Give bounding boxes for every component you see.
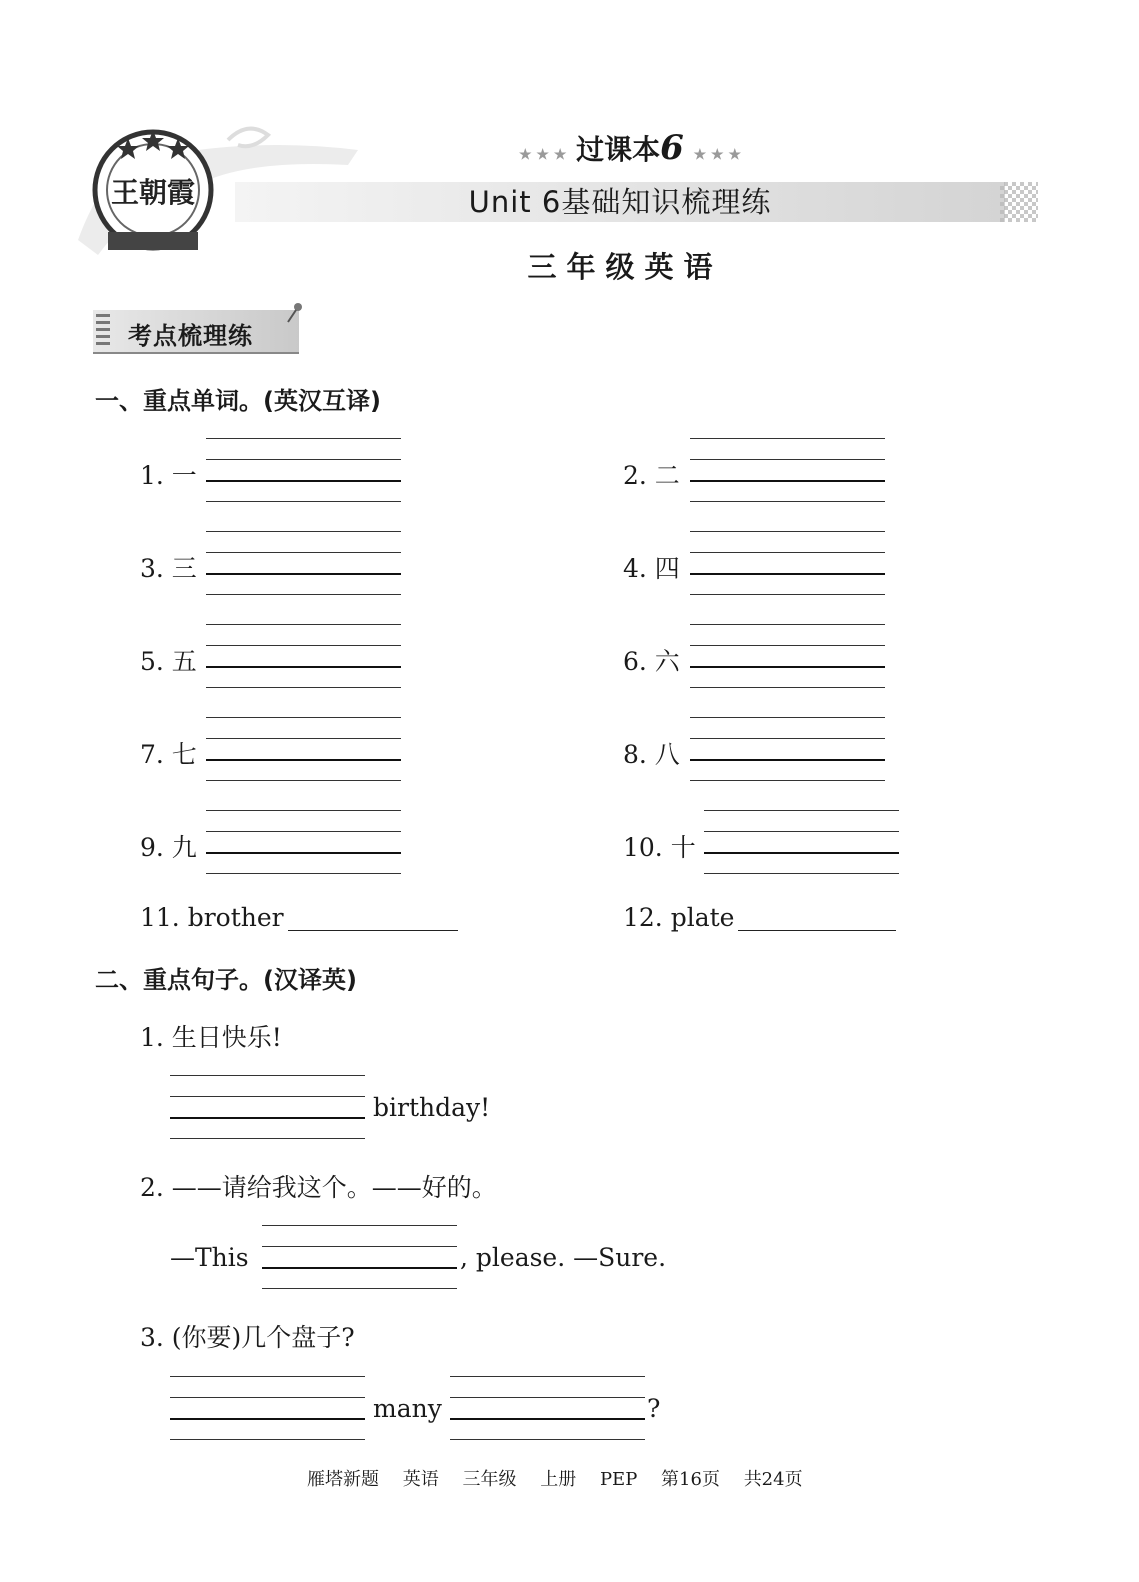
word-item-10-answer[interactable] bbox=[704, 810, 899, 811]
footer-edition: PEP bbox=[599, 1469, 638, 1490]
word-item-5-label: 5. 五 bbox=[140, 647, 197, 676]
footer-volume: 上册 bbox=[540, 1469, 577, 1490]
footer-page: 第16页 bbox=[661, 1469, 720, 1490]
word-item-10-label: 10. 十 bbox=[623, 833, 696, 862]
word-item-11-answer[interactable] bbox=[288, 930, 458, 931]
word-item-6-label: 6. 六 bbox=[623, 647, 680, 676]
word-item-2-answer[interactable] bbox=[690, 438, 885, 439]
footer-grade: 三年级 bbox=[462, 1469, 517, 1490]
word-item-4-answer[interactable] bbox=[690, 531, 885, 532]
part1-heading: 一、重点单词。(英汉互译) bbox=[95, 387, 381, 415]
section-tab-label: 考点梳理练 bbox=[128, 321, 253, 350]
word-item-8-answer[interactable] bbox=[690, 717, 885, 718]
sentence-1-prompt: 1. 生日快乐! bbox=[140, 1023, 282, 1052]
word-item-3-label: 3. 三 bbox=[140, 554, 197, 583]
word-item-7-answer[interactable] bbox=[206, 717, 401, 718]
sentence-3-middle: many bbox=[373, 1394, 442, 1423]
sentence-3-answer-a[interactable] bbox=[170, 1376, 365, 1377]
word-item-1-label: 1. 一 bbox=[140, 461, 197, 490]
page-subtitle: 三年级英语 bbox=[527, 250, 723, 284]
sentence-3-prompt: 3. (你要)几个盘子? bbox=[140, 1323, 355, 1352]
word-item-2-label: 2. 二 bbox=[623, 461, 680, 490]
pin-icon bbox=[284, 300, 308, 324]
tab-dots-decoration bbox=[96, 314, 110, 348]
sentence-2-answer[interactable] bbox=[262, 1225, 457, 1226]
footer-subject: 英语 bbox=[402, 1469, 439, 1490]
word-item-8-label: 8. 八 bbox=[623, 740, 680, 769]
banner-checker-decoration bbox=[1000, 182, 1038, 222]
word-item-4-label: 4. 四 bbox=[623, 554, 680, 583]
sentence-1-suffix: birthday! bbox=[373, 1093, 491, 1122]
sentence-2-suffix: , please. —Sure. bbox=[460, 1243, 667, 1272]
word-item-12-answer[interactable] bbox=[738, 930, 896, 931]
series-title: ★ ★ ★ 过课本6 ★ ★ ★ bbox=[519, 128, 741, 168]
word-item-3-answer[interactable] bbox=[206, 531, 401, 532]
page-title: Unit 6基础知识梳理练 bbox=[468, 185, 772, 219]
logo-text: 王朝霞 bbox=[110, 176, 196, 209]
word-item-6-answer[interactable] bbox=[690, 624, 885, 625]
footer-total: 共24页 bbox=[743, 1469, 803, 1490]
sentence-1-answer[interactable] bbox=[170, 1075, 365, 1076]
word-item-9-answer[interactable] bbox=[206, 810, 401, 811]
word-item-5-answer[interactable] bbox=[206, 624, 401, 625]
part2-heading: 二、重点句子。(汉译英) bbox=[95, 966, 357, 994]
word-item-7-label: 7. 七 bbox=[140, 740, 197, 769]
word-item-12-label: 12. plate bbox=[623, 903, 735, 932]
word-item-1-answer[interactable] bbox=[206, 438, 401, 439]
footer-book: 雁塔新题 bbox=[307, 1469, 379, 1490]
sentence-3-suffix: ? bbox=[647, 1394, 661, 1423]
word-item-11-label: 11. brother bbox=[140, 903, 284, 932]
sentence-2-prompt: 2. ——请给我这个。——好的。 bbox=[140, 1173, 497, 1202]
sentence-3-answer-b[interactable] bbox=[450, 1376, 645, 1377]
page-footer bbox=[307, 1465, 821, 1491]
word-item-9-label: 9. 九 bbox=[140, 833, 197, 862]
sentence-2-prefix: —This bbox=[170, 1243, 249, 1272]
